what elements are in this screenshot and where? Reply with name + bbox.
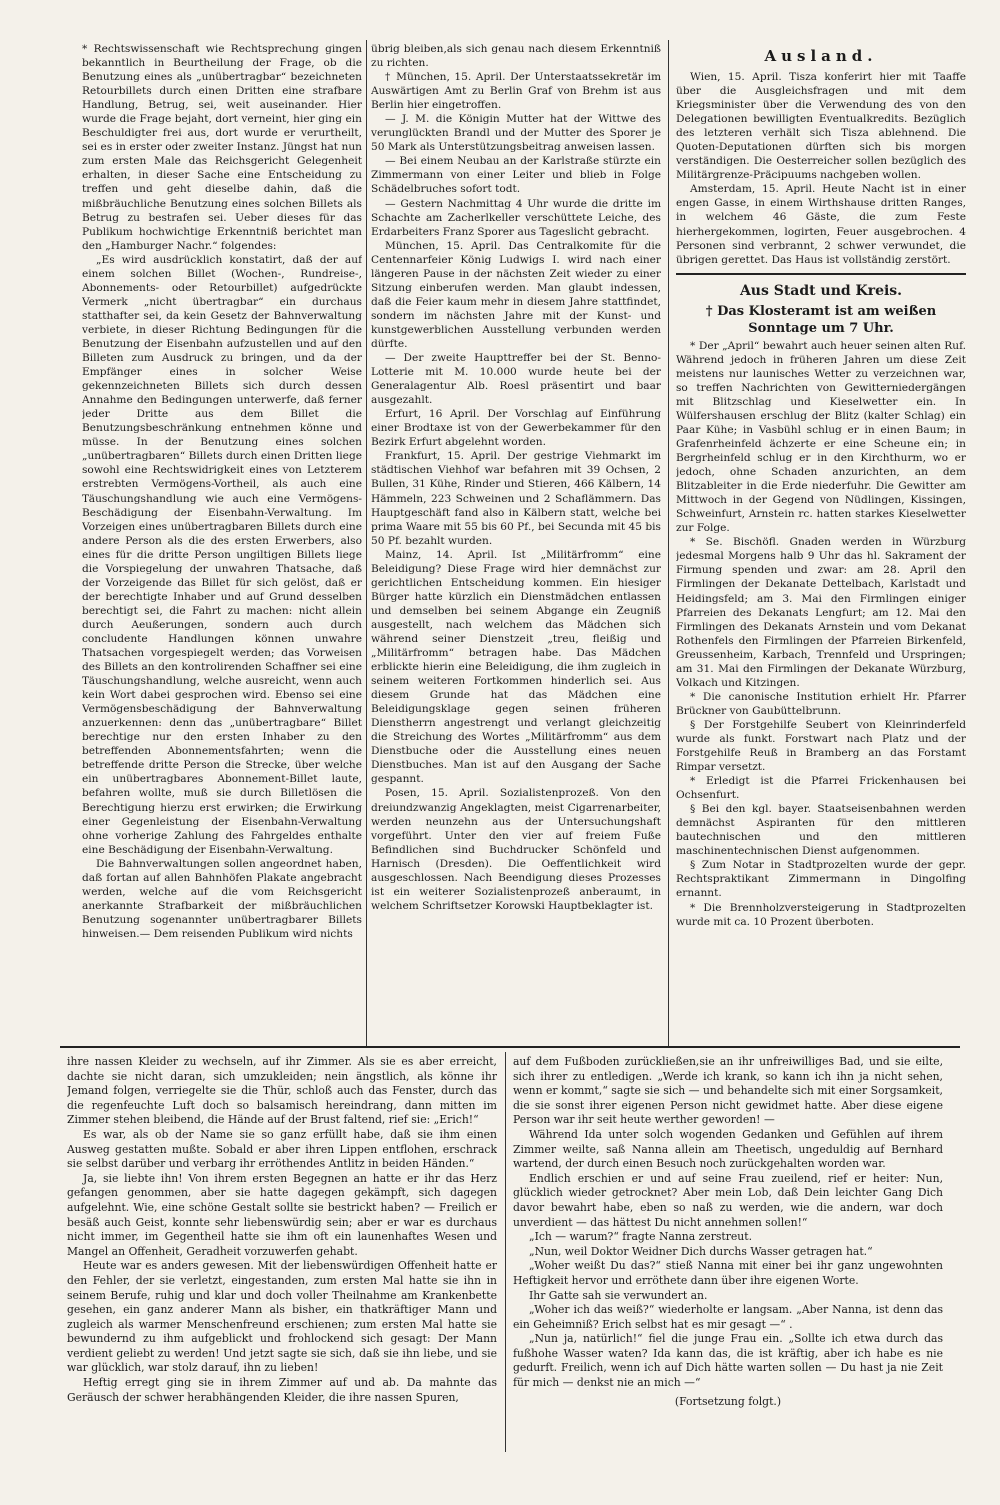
section-heading-ausland: Ausland. (764, 47, 878, 65)
column-divider (366, 40, 367, 1046)
local-news-item: * Die canonische Institution erhielt Hr. Pfarrer Brückner von Gaubüttelbrunn. (676, 690, 966, 717)
news-item: München, 15. April. Das Centralkomite für die Centennarfeier König Ludwigs I. wird nach einer längeren Pause in der nächsten Zeit wieder zu einer Sitzung einberufen werden. Man glaubt indessen, daß die Feier kaum mehr in diesem Jahre stattfindet, sondern im nächsten Jahre mit der Kunst- und kunstgewerblichen Ausstellung verbunden werden dürfte. (371, 239, 661, 350)
story-paragraph: „Woher ich das weiß?“ wiederholte er langsam. „Aber Nanna, ist denn das ein Geheimniß? Erich selbst hat es mir gesagt —“ . (513, 1303, 943, 1331)
local-news-item: * Der „April“ bewahrt auch heuer seinen alten Ruf. Während jedoch in früheren Jahren um diese Zeit meistens nur launisches Wetter zu verzeichnen war, so treffen Nachrichten von Gewitterniedergängen mit Blitzschlag und Kieselwetter ein. In Wülfershausen erschlug der Blitz (kalter Schlag) ein Paar Kühe; in Vasbühl schlug er in einen Baum; in Grafenrheinfeld ächzerte er eine Scheune ein; in Bergrheinfeld schlug er in den Kirchthurm, wo er jedoch, ohne Schaden anzurichten, an dem Blitzableiter in die Erde niederfuhr. Die Gewitter am Mittwoch in der Gegend von Nüdlingen, Kissingen, Schweinfurt, Arnstein rc. hatten starkes Kieselwetter zur Folge. (676, 339, 966, 535)
local-news-item: * Die Brennholzversteigerung in Stadtprozelten wurde mit ca. 10 Prozent überboten. (676, 901, 966, 928)
article-paragraph: * Rechtswissenschaft wie Rechtsprechung gingen bekanntlich in Beurtheilung der Frage, ob die Benutzung eines als „unübertragbar“ bezeichneten Retourbillets durch einen Dritten eine strafbare Handlung, Betrug, sei, weit auseinander. Hier wurde die Frage bejaht, dort verneint, hier ging ein Beschuldigter frei aus, dort wurde er verurtheilt, sei es in erster oder zweiter Instanz. Jüngst hat nun zum ersten Male das Reichsgericht Gelegenheit erhalten, in dieser Sache eine Entscheidung zu treffen und geht dieselbe dahin, daß die mißbräuchliche Benutzung eines solchen Billets als Betrug zu bestrafen sei. Ueber dieses für das Publikum hochwichtige Erkenntniß berichtet man den „Hamburger Nachr.“ folgendes: (82, 43, 362, 252)
story-paragraph: „Ich — warum?“ fragte Nanna zerstreut. (529, 1230, 753, 1244)
story-paragraph: „Woher weißt Du das?“ stieß Nanna mit einer bei ihr ganz ungewohnten Heftigkeit hervor und erröthete dann über ihre eigenen Worte. (513, 1259, 943, 1287)
story-paragraph: „Nun ja, natürlich!“ fiel die junge Frau ein. „Sollte ich etwa durch das fußhohe Wasser waten? Ida kann das, die ist kräftig, aber ich habe es nie gedurft. Freilich, wenn ich auf Dich hätte warten sollen — Du hast ja nie Zeit für mich — denkst nie an mich —“ (513, 1332, 943, 1390)
column-3 (676, 42, 966, 1042)
column-divider (668, 40, 669, 1046)
article-paragraph: Die Bahnverwaltungen sollen angeordnet haben, daß fortan auf allen Bahnhöfen Plakate angebracht werden, welche auf die vom Reichsgericht anerkannte Strafbarkeit der mißbräuchlichen Benutzung sogenannter unübertragbarer Billets hinweisen.— Dem reisenden Publikum wird nichts (82, 857, 362, 940)
local-news-item: § Bei den kgl. bayer. Staatseisenbahnen werden demnächst Aspiranten für den mittleren bautechnischen und den mittleren maschinentechnischen Dienst aufgenommen. (676, 803, 966, 858)
story-paragraph: Endlich erschien er und auf seine Frau zueilend, rief er heiter: Nun, glücklich wieder getrocknet? Aber mein Lob, daß Dein leichter Gang Dich davor bewahrt habe, eben so naß zu werden, wie die andern, war doch unverdient — das hättest Du nicht annehmen sollen!“ (513, 1171, 943, 1229)
column-2 (371, 42, 661, 1042)
local-news-item: § Zum Notar in Stadtprozelten wurde der gepr. Rechtspraktikant Zimmermann in Dingolfing ernannt. (676, 859, 966, 900)
story-paragraph: „Nun, weil Doktor Weidner Dich durchs Wasser getragen hat.“ (529, 1244, 873, 1258)
article-paragraph: übrig bleiben,als sich genau nach diesem Erkenntniß zu richten. (371, 43, 661, 70)
feuilleton-separator (60, 1046, 960, 1048)
story-paragraph: ihre nassen Kleider zu wechseln, auf ihr Zimmer. Als sie es aber erreicht, dachte sie nicht daran, sich umzukleiden; nein ängstlich, als könne ihr Jemand folgen, verriegelte sie die Thür, schloß auch das Fenster, durch das die regenfeuchte Luft doch so balsamisch hereindrang, dann mitten im Zimmer stehen bleibend, die Hände auf der Brust faltend, rief sie: „Erich!“ (67, 1055, 497, 1127)
continuation-note: (Fortsetzung folgt.) (674, 1394, 782, 1408)
story-paragraph: auf dem Fußboden zurückließen,sie an ihr unfreiwilliges Bad, und sie eilte, sich ihrer zu entledigen. „Werde ich krank, so kann ich ihn ja nicht sehen, wenn er kommt,“ sagte sie sich — und behandelte sich mit einer Sorgsamkeit, die sie sonst ihrer eigenen Person nicht gewidmet hatte. Aber diese eigene Person war ihr seit heute werther geworden! — (513, 1055, 943, 1127)
notice-heading: † Das Klosteramt ist am weißen Sonntage um 7 Uhr. (705, 303, 937, 336)
section-rule (676, 273, 966, 275)
story-paragraph: Heftig erregt ging sie in ihrem Zimmer auf und ab. Da mahnte das Geräusch der schwer herabhängenden Kleider, die ihre nassen Spuren, (67, 1376, 497, 1404)
feuilleton-column-2 (513, 1055, 943, 1455)
news-item: Posen, 15. April. Sozialistenprozeß. Von den dreiundzwanzig Angeklagten, meist Cigarrenarbeiter, werden neunzehn aus der Untersuchungshaft vorgeführt. Unter den vier auf freiem Fuße Befindlichen sind Buchdrucker Schönfeld und Harnisch (Dresden). Die Oeffentlichkeit wird ausgeschlossen. Nach Beendigung dieses Prozesses ist ein weiterer Sozialistenprozeß anberaumt, in welchem Schriftsetzer Korowski Hauptbeklagter ist. (371, 787, 661, 912)
local-news-item: § Der Forstgehilfe Seubert von Kleinrinderfeld wurde als funkt. Forstwart nach Platz und der Forstgehilfe Reuß in Bramberg an das Forstamt Rimpar versetzt. (676, 718, 966, 774)
news-item: — Bei einem Neubau an der Karlstraße stürzte ein Zimmermann von einer Leiter und blieb in Folge Schädelbruches sofort todt. (371, 155, 661, 196)
story-paragraph: Es war, als ob der Name sie so ganz erfüllt habe, daß sie ihm einen Ausweg gestatten mußte. Sobald er aber ihren Lippen entflohen, erschrack sie selbst darüber und verbarg ihr erröthendes Antlitz in beiden Händen.“ (67, 1127, 497, 1171)
story-paragraph: Heute war es anders gewesen. Mit der liebenswürdigen Offenheit hatte er den Fehler, der sie verletzt, eingestanden, zum ersten Mal hatte sie ihn in seinem Berufe, ruhig und klar und doch voller Theilnahme am Krankenbette gesehen, ein ganz anderer Mann als bisher, ein thatkräftiger Mann und zugleich als warmer Menschenfreund erschienen; zum ersten Mal hatte sie bewundernd zu ihm aufgeblickt und frohlockend sich gesagt: Der Mann verdient geliebt zu werden! Und jetzt sagte sie sich, daß sie ihn liebe, und sie war glücklich, war stolz darauf, ihn zu lieben! (67, 1259, 497, 1375)
feuilleton-column-1 (67, 1055, 497, 1455)
news-item: — Gestern Nachmittag 4 Uhr wurde die dritte im Schachte am Zacherlkeller verschüttete Leiche, des Erdarbeiters Franz Sporer aus Tageslicht gebracht. (371, 197, 661, 238)
news-item: Amsterdam, 15. April. Heute Nacht ist in einer engen Gasse, in einem Wirthshause dritten Ranges, in welchem 46 Gäste, die zum Feste hierhergekommen, logirten, Feuer ausgebrochen. 4 Personen sind verbrannt, 2 schwer verwundet, die übrigen gerettet. Das Haus ist vollständig zerstört. (676, 183, 966, 266)
news-item: Frankfurt, 15. April. Der gestrige Viehmarkt im städtischen Viehhof war befahren mit 39 Ochsen, 2 Bullen, 31 Kühe, Rinder und Stieren, 466 Kälbern, 14 Hämmeln, 223 Schweinen und 2 Schaflämmern. Das Hauptgeschäft fand also in Kälbern statt, welche bei prima Waare mit 55 bis 60 Pf., bei Secunda mit 45 bis 50 Pf. bezahlt wurden. (371, 450, 661, 547)
story-paragraph: Ja, sie liebte ihn! Von ihrem ersten Begegnen an hatte er ihr das Herz gefangen genommen, aber sie hatte dagegen gekämpft, sich dagegen aufgelehnt. Wie, eine schöne Gestalt sollte sie bestrickt haben? — Freilich er besäß auch Geist, konnte sehr liebenswürdig sein; aber er war es durchaus nicht immer, im Gegentheil hatte sie ihm oft ein launenhaftes Wesen und Mangel an Offenheit, Geradheit vorzuwerfen gehabt. (67, 1171, 497, 1258)
news-item: Erfurt, 16 April. Der Vorschlag auf Einführung einer Brodtaxe ist von der Gewerbekammer für den Bezirk Erfurt abgelehnt worden. (371, 408, 661, 449)
news-item: Wien, 15. April. Tisza konferirt hier mit Taaffe über die Ausgleichsfragen und mit dem Kriegsminister über die Verwendung des von den Delegationen bewilligten Eventualkredits. Bezüglich des letzteren verhält sich Tisza ablehnend. Die Quoten-Deputationen dürften sich bis morgen verständigen. Die Oesterreicher sollen bezüglich des Militärgrenze-Präcipuums nachgeben wollen. (676, 71, 966, 182)
section-heading-stadt-kreis: Aus Stadt und Kreis. (739, 282, 903, 299)
news-item: — Der zweite Haupttreffer bei der St. Benno-Lotterie mit M. 10.000 wurde heute bei der Generalagentur Alb. Roesl präsentirt und baar ausgezahlt. (371, 352, 661, 407)
local-news-item: * Se. Bischöfl. Gnaden werden in Würzburg jedesmal Morgens halb 9 Uhr das hl. Sakrament der Firmung spenden und zwar: am 28. April den Firmlingen der Dekanate Dettelbach, Karlstadt und Heidingsfeld; am 3. Mai den Firmlingen einiger Pfarreien des Dekanats Lengfurt; am 12. Mai den Firmlingen des Dekanats Arnstein und vom Dekanat Rothenfels den Firmlingen der Pfarreien Birkenfeld, Greussenheim, Karbach, Trennfeld und Urspringen; am 31. Mai den Firmlingen der Dekanate Würzburg, Volkach und Kitzingen. (676, 536, 966, 689)
news-item: Mainz, 14. April. Ist „Militärfromm“ eine Beleidigung? Diese Frage wird hier demnächst zur gerichtlichen Entscheidung kommen. Ein hiesiger Bürger hatte kürzlich ein Dienstmädchen entlassen und demselben bei seinem Abgange ein Zeugniß ausgestellt, nach welchem das Mädchen sich während seiner Dienstzeit „treu, fleißig und „Militärfromm“ betragen habe. Das Mädchen erblickte hierin eine Beleidigung, die ihm zugleich in seinem weiteren Fortkommen hinderlich sei. Aus diesem Grunde hat das Mädchen eine Beleidigungsklage gegen seinen früheren Dienstherrn angestrengt und verlangt gleichzeitig die Streichung des Wortes „Militärfromm“ aus dem Dienstbuche oder die Ausstellung eines neuen Dienstbuches. Man ist auf den Ausgang der Sache gespannt. (371, 548, 661, 786)
article-paragraph: „Es wird ausdrücklich konstatirt, daß der auf einem solchen Billet (Wochen-, Rundreise-, Abonnements- oder Retourbillet) aufgedrückte Vermerk „nicht übertragbar“ ein durchaus statthafter sei, da kein Gesetz der Bahnverwaltung verbiete, in dieser Richtung Bedingungen für die Benutzung der Eisenbahn aufzustellen und auf den Billeten zum Ausdruck zu bringen, und da der Empfänger eines in solcher Weise gekennzeichneten Billets sich durch dessen Annahme den Bedingungen unterwerfe, daß ferner jeder Dritte aus dem Billet die Benutzungsbeschränkung entnehmen könne und müsse. In der Benutzung eines solchen „unübertragbaren“ Billets durch einen Dritten liege sowohl eine Rechtswidrigkeit eines von Letzterem erstrebten Vermögens-Vortheil, als auch eine Täuschungshandlung wie auch eine Vermögens-Beschädigung der Eisenbahn-Verwaltung. Im Vorzeigen eines unübertragbaren Billets durch eine andere Person als die des ersten Erwerbers, also eines für die dritte Person ungiltigen Billets liege die Vorspiegelung der unwahren Thatsache, daß der Vorzeigende das Billet für sich gelöst, daß er der berechtigte Inhaber und auf Grund desselben berechtigt sei, die Fahrt zu machen: nicht allein durch Aeußerungen, sondern auch durch concludente Handlungen können unwahre Thatsachen vorgespiegelt werden; das Vorweisen des Billets an den kontrolirenden Schaffner sei eine Täuschungshandlung, welche ausreicht, wenn auch kein Wort dabei gesprochen wird. Ebenso sei eine Vermögensbeschädigung der Bahnverwaltung anzuerkennen: denn das „unübertragbare“ Billet berechtige nur den ersten Inhaber zu den betreffenden Abonnementsfahrten; wenn die betreffende dritte Person die Strecke, über welche ein unübertragbares Abonnement-Billet laute, befahren wollte, muß sie durch Billetlösen die Berechtigung hierzu erst erwirken; die Erwirkung einer Gegenleistung der Eisenbahn-Verwaltung ohne vorherige Zahlung des Fahrgeldes enthalte eine Beschädigung der Eisenbahn-Verwaltung. (82, 253, 362, 856)
feuilleton-divider (505, 1052, 506, 1452)
news-item: † München, 15. April. Der Unterstaatssekretär im Auswärtigen Amt zu Berlin Graf von Brehm ist aus Berlin hier eingetroffen. (371, 71, 661, 112)
story-paragraph: Ihr Gatte sah sie verwundert an. (529, 1288, 708, 1302)
column-1 (82, 42, 362, 1042)
story-paragraph: Während Ida unter solch wogenden Gedanken und Gefühlen auf ihrem Zimmer weilte, saß Nanna allein am Theetisch, ungeduldig auf Bernhard wartend, der durch einen Besuch noch zurückgehalten worden war. (513, 1127, 943, 1171)
local-news-item: * Erledigt ist die Pfarrei Frickenhausen bei Ochsenfurt. (676, 775, 966, 802)
news-item: — J. M. die Königin Mutter hat der Wittwe des verunglückten Brandl und der Mutter des Sporer je 50 Mark als Unterstützungsbeitrag anweisen lassen. (371, 113, 661, 154)
